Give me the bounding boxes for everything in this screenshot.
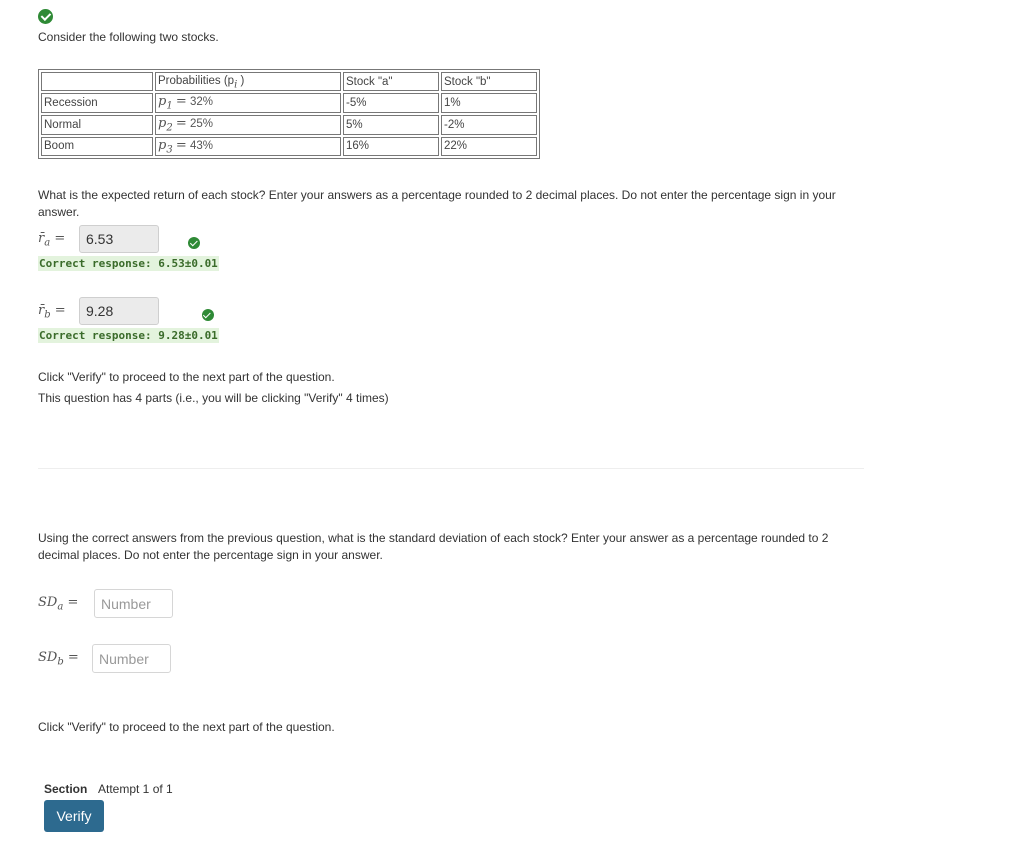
- ra-label: $r̄_a$ =: [38, 231, 66, 249]
- stock-a-cell: 16%: [343, 137, 439, 157]
- ra-correct-response: Correct response: 6.53±0.01: [39, 257, 218, 270]
- correct-check-icon: [38, 9, 53, 24]
- section-label: Section: [44, 782, 88, 796]
- stock-table: [38, 69, 540, 159]
- stock-a-cell: 5%: [343, 115, 439, 135]
- stock-b-cell: -2%: [441, 115, 537, 135]
- prob-cell: $p_1 = 32\%$: [155, 93, 341, 113]
- table-row: [41, 115, 537, 135]
- ra-answer-field[interactable]: 6.53: [79, 225, 159, 253]
- table-header-row: [41, 72, 537, 91]
- state-cell: Boom: [41, 137, 153, 157]
- prob-cell: $p_2 = 25\%$: [155, 115, 341, 135]
- stock-b-cell: 1%: [441, 93, 537, 113]
- table-header-cell: [41, 72, 153, 91]
- table-header-cell: Stock "a": [343, 72, 439, 91]
- verify-button[interactable]: Verify: [44, 800, 104, 832]
- state-cell: Recession: [41, 93, 153, 113]
- stock-b-cell: 22%: [441, 137, 537, 157]
- stock-a-cell: -5%: [343, 93, 439, 113]
- attempt-counter: Attempt 1 of 1: [98, 782, 173, 796]
- rb-correct-response: Correct response: 9.28±0.01: [39, 329, 218, 342]
- table-header-cell: Probabilities ($p_i$ ): [155, 72, 341, 91]
- part2-verify-note: Click "Verify" to proceed to the next part of the question.: [38, 720, 335, 734]
- sdb-input[interactable]: [92, 644, 171, 673]
- part1-parts-note: This question has 4 parts (i.e., you will be clicking "Verify" 4 times): [38, 391, 389, 405]
- sda-input[interactable]: [94, 589, 173, 618]
- rb-answer-field[interactable]: 9.28: [79, 297, 159, 325]
- intro-text: Consider the following two stocks.: [38, 30, 219, 44]
- ra-correct-icon: [188, 237, 200, 249]
- part2-question: Using the correct answers from the previous question, what is the standard deviation of each stock? Enter your answer as a percentage rounded to 2 decimal places. Do not enter the percentage sign in your answer.: [38, 531, 829, 562]
- table-header-cell: Stock "b": [441, 72, 537, 91]
- table-row: [41, 137, 537, 157]
- sdb-label: $SD_b$ =: [38, 650, 79, 668]
- part1-question: What is the expected return of each stock? Enter your answers as a percentage rounded to 2 decimal places. Do not enter the percentage sign in your answer.: [38, 188, 836, 219]
- rb-label: $r̄_b$ =: [38, 303, 66, 321]
- sda-label: $SD_a$ =: [38, 595, 79, 613]
- part1-verify-note: Click "Verify" to proceed to the next part of the question.: [38, 370, 335, 384]
- state-cell: Normal: [41, 115, 153, 135]
- rb-correct-icon: [202, 309, 214, 321]
- table-row: [41, 93, 537, 113]
- prob-cell: $p_3 = 43\%$: [155, 137, 341, 157]
- section-divider: [38, 468, 864, 469]
